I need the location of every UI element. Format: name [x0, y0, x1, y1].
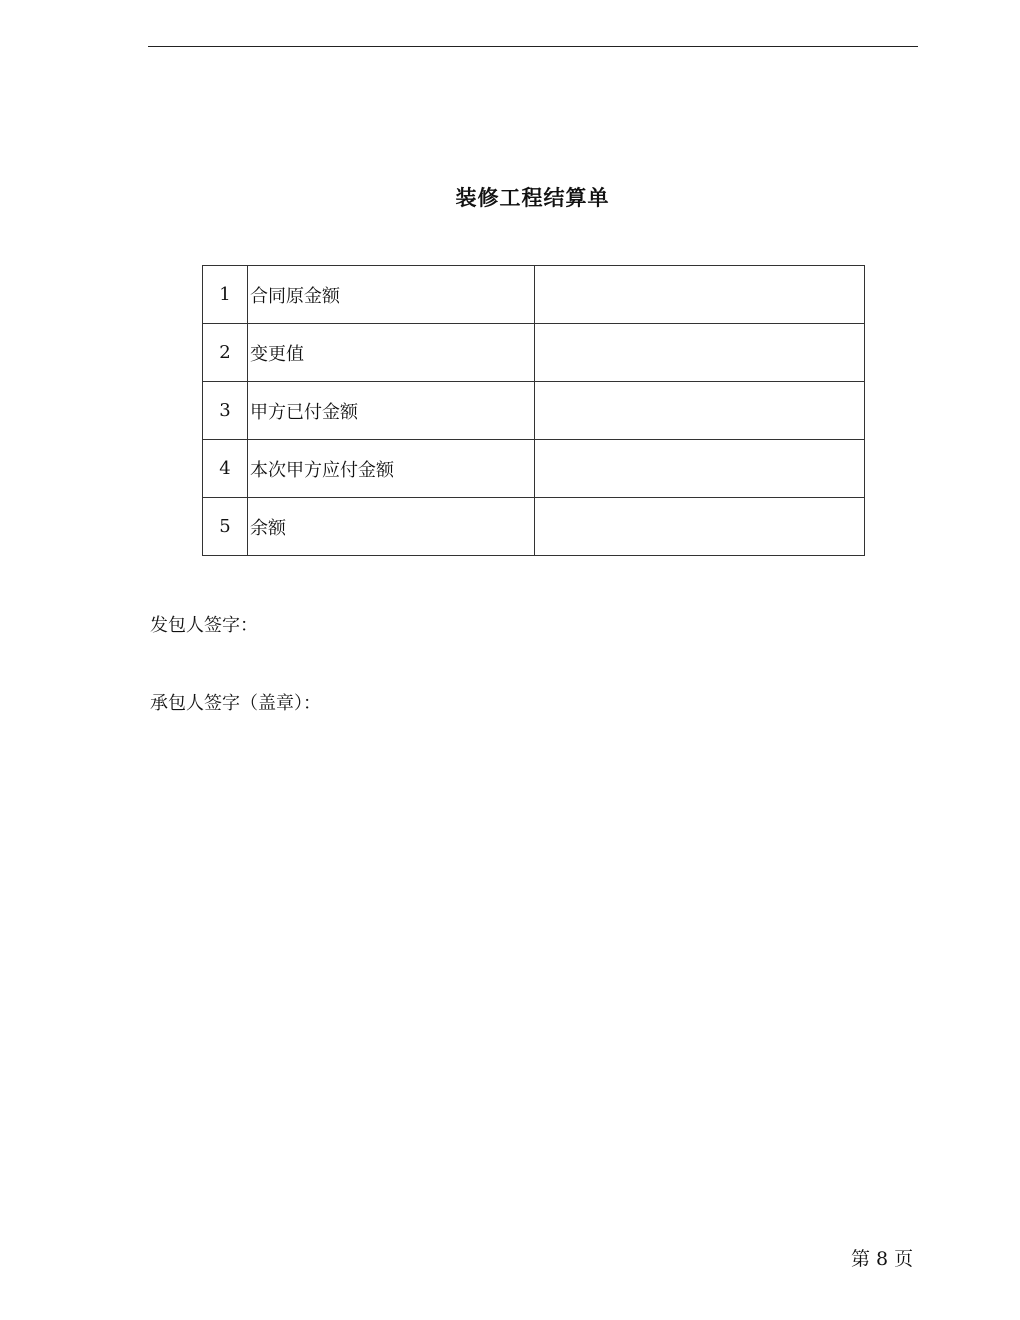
table-row	[203, 440, 865, 498]
row-item-label: 变更值	[248, 324, 535, 382]
table-row	[203, 382, 865, 440]
table-row	[203, 266, 865, 324]
row-item-label: 余额	[248, 498, 535, 556]
document-title: 装修工程结算单	[455, 186, 610, 210]
row-number: 2	[203, 324, 248, 382]
table-row	[203, 324, 865, 382]
row-item-label: 本次甲方应付金额	[248, 440, 535, 498]
page-number: 第 8 页	[851, 1248, 914, 1270]
row-value-cell	[535, 498, 865, 556]
row-value-cell	[535, 440, 865, 498]
row-value-cell	[535, 382, 865, 440]
row-item-label: 合同原金额	[248, 266, 535, 324]
row-number: 4	[203, 440, 248, 498]
table-row	[203, 498, 865, 556]
employer-signature-label: 发包人签字：	[150, 615, 258, 636]
row-number: 5	[203, 498, 248, 556]
row-number: 1	[203, 266, 248, 324]
row-number: 3	[203, 382, 248, 440]
row-value-cell	[535, 324, 865, 382]
contractor-signature-label: 承包人签字（盖章）：	[150, 693, 321, 714]
row-item-label: 甲方已付金额	[248, 382, 535, 440]
settlement-table	[202, 265, 865, 556]
header-rule	[148, 46, 918, 47]
row-value-cell	[535, 266, 865, 324]
